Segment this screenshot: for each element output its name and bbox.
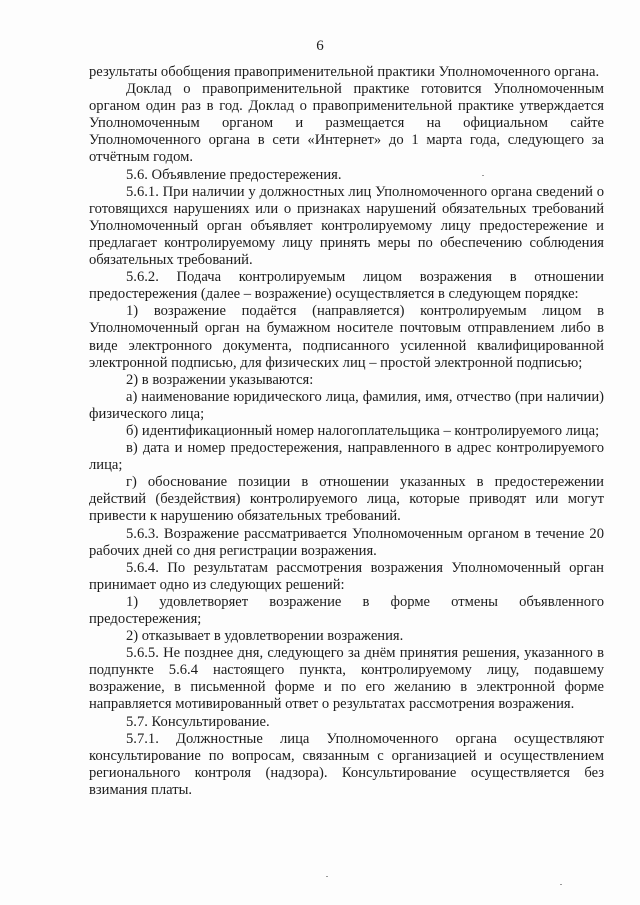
paragraph-5-6-4: 5.6.4. По результатам рассмотрения возражения Уполномоченный орган принимает одно из следующих решений: bbox=[89, 559, 604, 593]
paragraph-5-7-1: 5.7.1. Должностные лица Уполномоченного органа осуществляют консультирование по вопросам, связанным с организацией и осуществлением регионального контроля (надзора). Консультирование осуществляется без взимания платы. bbox=[89, 730, 604, 798]
scan-speck bbox=[326, 876, 328, 877]
paragraph-5-6-3: 5.6.3. Возражение рассматривается Уполномоченным органом в течение 20 рабочих дней со дня регистрации возражения. bbox=[89, 525, 604, 559]
decision-item-1: 1) удовлетворяет возражение в форме отмены объявленного предостережения; bbox=[89, 593, 604, 627]
document-body bbox=[89, 64, 604, 799]
paragraph-report: Доклад о правоприменительной практике готовится Уполномоченным органом один раз в год. Доклад о правоприменительной практике утверждается Уполномоченным органом и размещается на официальном сайте Уполномоченного органа в сети «Интернет» до 1 марта года, следующего за отчётным годом. bbox=[89, 81, 604, 166]
paragraph-5-6-2: 5.6.2. Подача контролируемым лицом возражения в отношении предостережения (далее – возражение) осуществляется в следующем порядке: bbox=[89, 269, 604, 303]
paragraph-5-6-1: 5.6.1. При наличии у должностных лиц Уполномоченного органа сведений о готовящихся нарушениях или о признаках нарушений обязательных требований Уполномоченный орган объявляет контролируемому лицу предостережение и предлагает контролируемому лицу принять меры по обеспечению соблюдения обязательных требований. bbox=[89, 183, 604, 269]
section-heading-5-7: 5.7. Консультирование. bbox=[126, 713, 270, 730]
decision-item-2: 2) отказывает в удовлетворении возражения. bbox=[126, 628, 404, 645]
list-item-1: 1) возражение подаётся (направляется) контролируемым лицом в Уполномоченный орган на бумажном носителе почтовым отправлением либо в виде электронного документа, подписанного усиленной квалифицированной электронной подписью, для физических лиц – простой электронной подписью; bbox=[89, 303, 604, 371]
list-item-v: в) дата и номер предостережения, направленного в адрес контролируемого лица; bbox=[89, 440, 604, 474]
list-item-2: 2) в возражении указываются: bbox=[126, 371, 314, 388]
scan-speck bbox=[560, 884, 562, 885]
page-number: 6 bbox=[316, 38, 324, 54]
list-item-a: а) наименование юридического лица, фамилия, имя, отчество (при наличии) физического лица; bbox=[89, 388, 604, 422]
list-item-g: г) обоснование позиции в отношении указанных в предостережении действий (бездействия) контролируемого лица, которые приводят или могут привести к нарушению обязательных требований. bbox=[89, 474, 604, 525]
paragraph-continuation: результаты обобщения правоприменительной практики Уполномоченного органа. bbox=[89, 64, 600, 80]
list-item-b: б) идентификационный номер налогоплательщика – контролируемого лица; bbox=[126, 422, 600, 439]
section-heading-5-6: 5.6. Объявление предостережения. bbox=[126, 166, 342, 183]
paragraph-5-6-5: 5.6.5. Не позднее дня, следующего за днём принятия решения, указанного в подпункте 5.6.4 настоящего пункта, контролируемому лицу, подавшему возражение, в письменной форме и по его желанию в электронной форме направляется мотивированный ответ о результатах рассмотрения возражения. bbox=[89, 645, 604, 713]
scan-speck bbox=[482, 175, 484, 176]
